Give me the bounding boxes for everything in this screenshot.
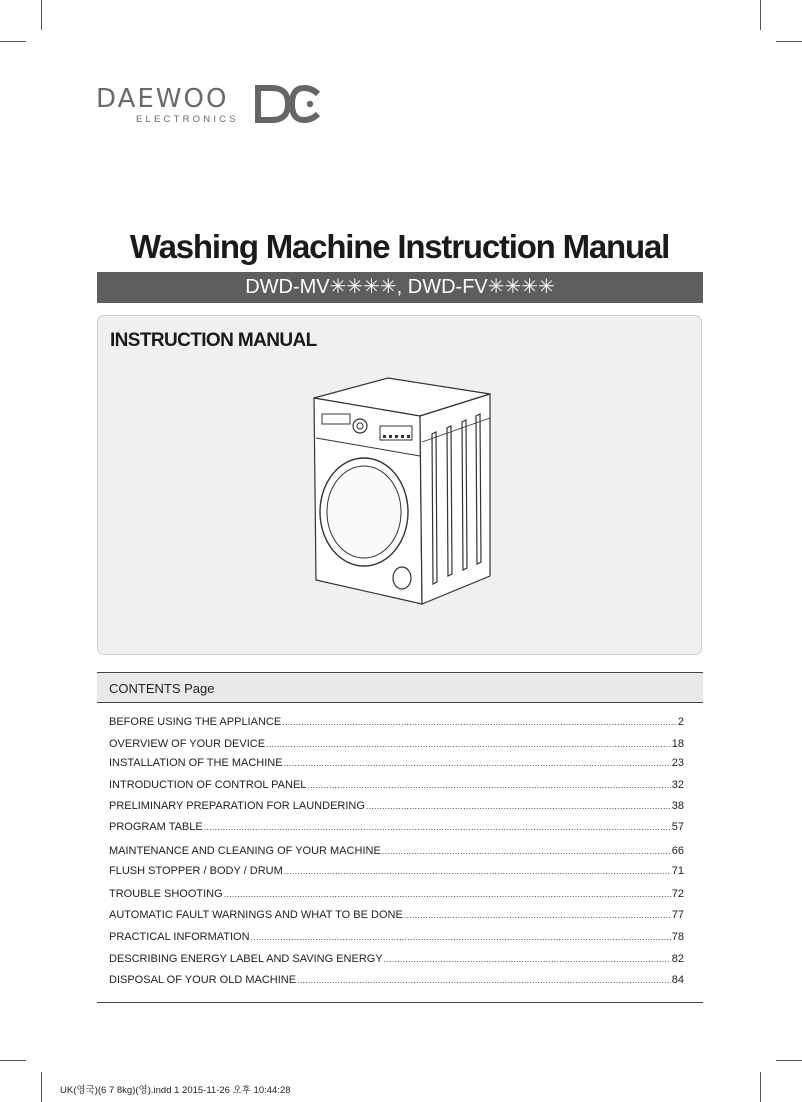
toc-item[interactable] (109, 909, 684, 931)
toc-leader (382, 846, 671, 856)
toc-item[interactable] (109, 974, 684, 994)
toc-leader (297, 975, 671, 985)
toc-item-label: DISPOSAL OF YOUR OLD MACHINE (109, 974, 297, 986)
toc-item-label: INSTALLATION OF THE MACHINE (109, 757, 283, 769)
cover-image-panel (97, 315, 702, 655)
toc-item[interactable] (109, 800, 684, 821)
toc-item[interactable] (109, 865, 684, 888)
toc-item-label: PRACTICAL INFORMATION (109, 931, 250, 943)
contents-header (97, 672, 703, 703)
toc-item[interactable] (109, 779, 684, 800)
toc-item-label: PRELIMINARY PREPARATION FOR LAUNDERING (109, 800, 365, 812)
toc-item-label: BEFORE USING THE APPLIANCE (109, 716, 282, 728)
page-title: Washing Machine Instruction Manual (129, 228, 670, 265)
toc-item[interactable] (109, 953, 684, 974)
toc-item[interactable] (109, 931, 684, 953)
toc-item-label: PROGRAM TABLE (109, 821, 203, 833)
toc-leader (204, 822, 671, 832)
toc-item-label: DESCRIBING ENERGY LABEL AND SAVING ENERGY (109, 953, 383, 965)
toc-item[interactable] (109, 757, 684, 779)
table-of-contents (109, 716, 684, 994)
toc-item-page: 57 (671, 821, 684, 833)
toc-leader (224, 889, 671, 899)
toc-item-page: 78 (671, 931, 684, 943)
crop-mark (760, 0, 761, 30)
divider (97, 1002, 703, 1003)
crop-mark (0, 41, 26, 42)
toc-item[interactable] (109, 845, 684, 865)
washing-machine-illustration (310, 376, 495, 606)
crop-mark (0, 1060, 26, 1061)
toc-item-label: AUTOMATIC FAULT WARNINGS AND WHAT TO BE DONE (109, 909, 403, 921)
crop-mark (41, 1072, 42, 1102)
contents-heading: CONTENTS Page (109, 681, 215, 696)
toc-leader (266, 739, 671, 749)
brand-logo (96, 80, 326, 130)
toc-item[interactable] (109, 738, 684, 757)
toc-item[interactable] (109, 716, 684, 738)
toc-item-page: 23 (671, 757, 684, 769)
model-numbers: DWD-MV✳✳✳✳, DWD-FV✳✳✳✳ (97, 272, 703, 303)
print-slug: UK(영국)(6 7 8kg)(영).indd 1 2015-11-26 오후 10:44:28 (60, 1085, 291, 1096)
toc-item-label: MAINTENANCE AND CLEANING OF YOUR MACHINE (109, 845, 381, 857)
toc-item-page: 32 (671, 779, 684, 791)
toc-item-label: INTRODUCTION OF CONTROL PANEL (109, 779, 307, 791)
crop-mark (41, 0, 42, 30)
toc-leader (282, 717, 677, 727)
toc-item-page: 82 (671, 953, 684, 965)
toc-leader (384, 954, 671, 964)
crop-mark (760, 1072, 761, 1102)
toc-leader (251, 932, 671, 942)
toc-item-label: FLUSH STOPPER / BODY / DRUM (109, 865, 283, 877)
toc-item-page: 2 (677, 716, 684, 728)
toc-leader (284, 758, 671, 768)
toc-leader (404, 910, 671, 920)
panel-title: INSTRUCTION MANUAL (110, 330, 317, 351)
toc-leader (366, 801, 671, 811)
toc-item-page: 66 (671, 845, 684, 857)
crop-mark (776, 1060, 802, 1061)
crop-mark (776, 41, 802, 42)
toc-item-label: TROUBLE SHOOTING (109, 888, 223, 900)
toc-leader (284, 866, 671, 876)
toc-item-page: 72 (671, 888, 684, 900)
toc-item-page: 38 (671, 800, 684, 812)
brand-subtitle: ELECTRONICS (136, 114, 239, 125)
toc-item-page: 77 (671, 909, 684, 921)
toc-item-label: OVERVIEW OF YOUR DEVICE (109, 738, 266, 750)
toc-item-page: 71 (671, 865, 684, 877)
toc-item[interactable] (109, 888, 684, 909)
toc-item-page: 84 (671, 974, 684, 986)
toc-item-page: 18 (671, 738, 684, 750)
toc-item[interactable] (109, 821, 684, 845)
brand-name: DAEWOO (96, 84, 229, 114)
daewoo-mark-icon (254, 82, 322, 126)
toc-leader (307, 780, 670, 790)
